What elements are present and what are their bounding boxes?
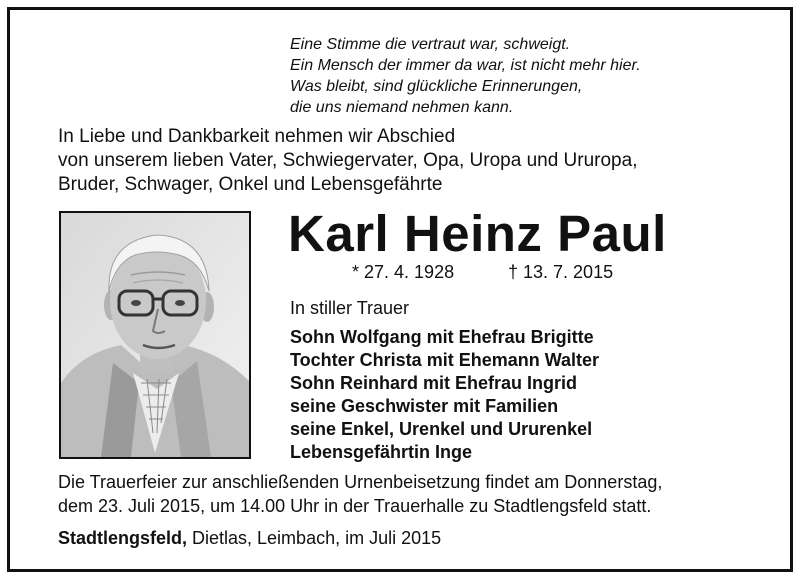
mourning-label: In stiller Trauer xyxy=(290,298,410,318)
ceremony-line: Die Trauerfeier zur anschließenden Urnenbeisetzung findet am Donnerstag, xyxy=(58,472,663,492)
mourners-list xyxy=(290,326,599,464)
poem-line: Ein Mensch der immer da war, ist nicht mehr hier. xyxy=(290,57,641,74)
place-rest: Dietlas, Leimbach, im Juli 2015 xyxy=(187,528,442,548)
poem-line: Eine Stimme die vertraut war, schweigt. xyxy=(290,36,571,53)
portrait-illustration xyxy=(61,213,249,457)
mourner-entry: Lebensgefährtin Inge xyxy=(290,442,473,462)
birth-date: * 27. 4. 1928 xyxy=(352,262,455,282)
death-date: † 13. 7. 2015 xyxy=(508,262,614,282)
mourner-entry: seine Geschwister mit Familien xyxy=(290,396,559,416)
mourner-entry: seine Enkel, Urenkel und Ururenkel xyxy=(290,419,593,439)
portrait-photo xyxy=(59,211,251,459)
obituary-notice xyxy=(7,7,793,572)
intro-line: In Liebe und Dankbarkeit nehmen wir Abschied xyxy=(58,126,456,147)
place-name: Stadtlengsfeld, xyxy=(58,528,188,548)
intro-line: Bruder, Schwager, Onkel und Lebensgefährte xyxy=(58,174,443,195)
mourner-entry: Sohn Reinhard mit Ehefrau Ingrid xyxy=(290,373,578,393)
intro-line: von unserem lieben Vater, Schwiegervater, Opa, Uropa und Ururopa, xyxy=(58,150,638,171)
mourner-entry: Tochter Christa mit Ehemann Walter xyxy=(290,350,600,370)
ceremony-info xyxy=(58,470,662,518)
deceased-name: Karl Heinz Paul xyxy=(288,205,667,262)
mourner-entry: Sohn Wolfgang mit Ehefrau Brigitte xyxy=(290,327,594,347)
poem-line: die uns niemand nehmen kann. xyxy=(290,99,514,116)
ceremony-line: dem 23. Juli 2015, um 14.00 Uhr in der Trauerhalle zu Stadtlengsfeld statt. xyxy=(58,496,652,516)
place-and-date xyxy=(58,528,441,549)
poem-line: Was bleibt, sind glückliche Erinnerungen, xyxy=(290,78,583,95)
memorial-poem xyxy=(290,34,641,118)
farewell-intro xyxy=(58,125,637,197)
